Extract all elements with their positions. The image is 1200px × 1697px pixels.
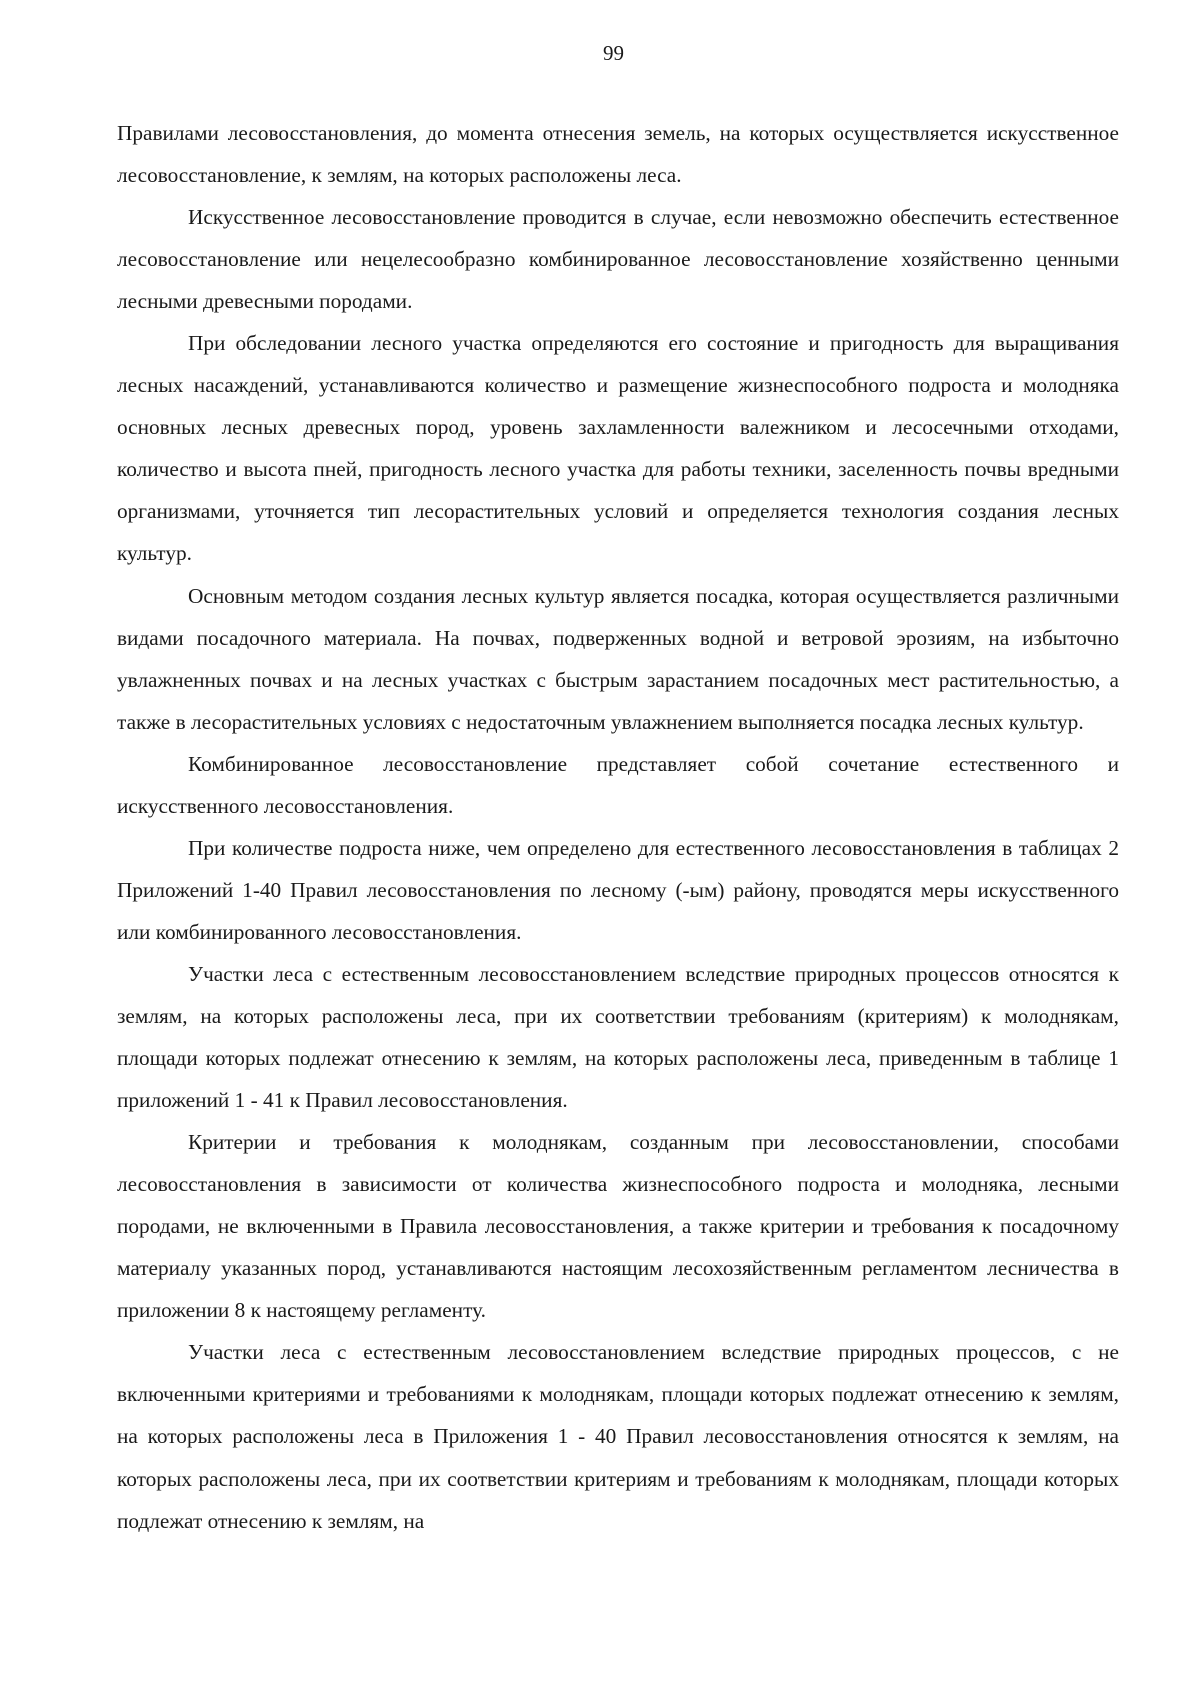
paragraph: Основным методом создания лесных культур является посадка, которая осуществляется различными видами посадочного материала. На почвах, подверженных водной и ветровой эрозиям, на избыточно увлажненных почвах и на лесных участках с быстрым зарастанием посадочных мест растительностью, а также в лесорастительных условиях с недостаточным увлажнением выполняется посадка лесных культур. — [117, 583, 1119, 734]
paragraph: Критерии и требования к молоднякам, созданным при лесовосстановлении, способами лесовосстановления в зависимости от количества жизнеспособного подроста и молодняка, лесными породами, не включенными в Правила лесовосстановления, а также критерии и требования к посадочному материалу указанных пород, устанавливаются настоящим лесохозяйственным регламентом лесничества в приложении 8 к настоящему регламенту. — [117, 1130, 1119, 1323]
body-text — [117, 112, 1119, 1542]
paragraph: Искусственное лесовосстановление проводится в случае, если невозможно обеспечить естественное лесовосстановление или нецелесообразно комбинированное лесовосстановление хозяйственно ценными лесными древесными породами. — [117, 205, 1119, 314]
paragraph: При обследовании лесного участка определяются его состояние и пригодность для выращивания лесных насаждений, устанавливаются количество и размещение жизнеспособного подроста и молодняка основных лесных древесных пород, уровень захламленности валежником и лесосечными отходами, количество и высота пней, пригодность лесного участка для работы техники, заселенность почвы вредными организмами, уточняется тип лесорастительных условий и определяется технология создания лесных культур. — [117, 331, 1119, 566]
paragraph: Участки леса с естественным лесовосстановлением вследствие природных процессов, с не включенными критериями и требованиями к молоднякам, площади которых подлежат отнесению к землям, на которых расположены леса в Приложения 1 - 40 Правил лесовосстановления относятся к землям, на которых расположены леса, при их соответствии критериям и требованиям к молоднякам, площади которых подлежат отнесению к землям, на — [117, 1340, 1119, 1533]
paragraph: Комбинированное лесовосстановление представляет собой сочетание естественного и искусственного лесовосстановления. — [117, 751, 1119, 818]
paragraph: При количестве подроста ниже, чем определено для естественного лесовосстановления в таблицах 2 Приложений 1-40 Правил лесовосстановления по лесному (-ым) району, проводятся меры искусственного или комбинированного лесовосстановления. — [117, 835, 1119, 944]
page-number: 99 — [603, 41, 624, 65]
paragraph: Участки леса с естественным лесовосстановлением вследствие природных процессов относятся к землям, на которых расположены леса, при их соответствии требованиям (критериям) к молоднякам, площади которых подлежат отнесению к землям, на которых расположены леса, приведенным в таблице 1 приложений 1 - 41 к Правил лесовосстановления. — [117, 961, 1119, 1113]
paragraph: Правилами лесовосстановления, до момента отнесения земель, на которых осуществляется искусственное лесовосстановление, к землям, на которых расположены леса. — [117, 121, 1119, 188]
